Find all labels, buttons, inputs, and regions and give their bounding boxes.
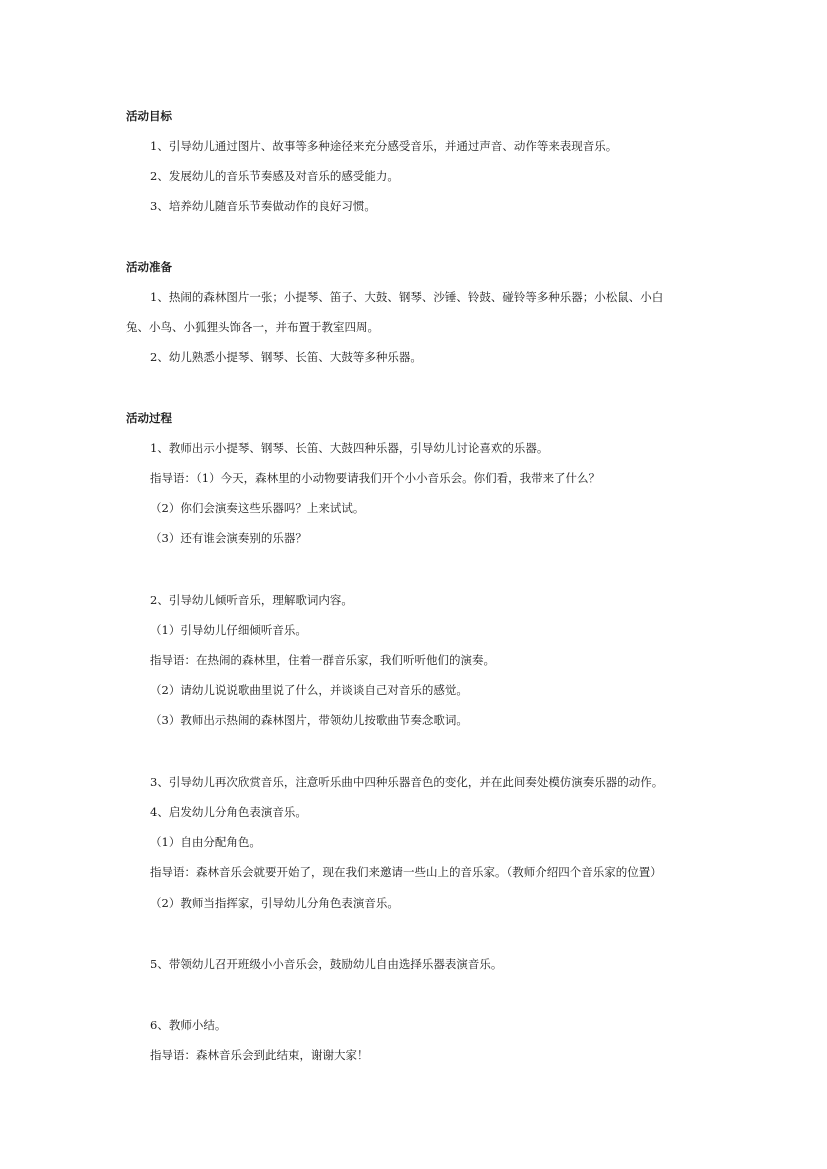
process-step-2-line: （1）引导幼儿仔细倾听音乐。 <box>150 623 307 637</box>
process-step-1-title: 1、教师出示小提琴、钢琴、长笛、大鼓四种乐器，引导幼儿讨论喜欢的乐器。 <box>150 441 549 455</box>
process-step-4-line: 指导语：森林音乐会就要开始了，现在我们来邀请一些山上的音乐家。（教师介绍四个音乐家的位置） <box>150 865 662 879</box>
process-step-4-title: 4、启发幼儿分角色表演音乐。 <box>150 805 307 819</box>
process-step-5-title: 5、带领幼儿召开班级小小音乐会，鼓励幼儿自由选择乐器表演音乐。 <box>150 957 503 971</box>
process-step-1-line: （3）还有谁会演奏别的乐器？ <box>150 531 307 545</box>
process-step-4-line: （1）自由分配角色。 <box>150 835 261 849</box>
goal-item-1: 1、引导幼儿通过图片、故事等多种途径来充分感受音乐，并通过声音、动作等来表现音乐。 <box>150 139 618 153</box>
preparation-item-1-line-2: 兔、小鸟、小狐狸头饰各一，并布置于教室四周。 <box>126 320 379 334</box>
section-heading-preparation: 活动准备 <box>126 260 172 274</box>
goal-item-3: 3、培养幼儿随音乐节奏做动作的良好习惯。 <box>150 199 376 213</box>
process-step-2-title: 2、引导幼儿倾听音乐，理解歌词内容。 <box>150 593 353 607</box>
process-step-1-line: （2）你们会演奏这些乐器吗？上来试试。 <box>150 501 365 515</box>
process-step-3-title: 3、引导幼儿再次欣赏音乐，注意听乐曲中四种乐器音色的变化，并在此间奏处模仿演奏乐器的动作。 <box>150 775 664 789</box>
process-step-6-line: 指导语：森林音乐会到此结束，谢谢大家！ <box>150 1048 369 1062</box>
process-step-1-line: 指导语：（1）今天，森林里的小动物要请我们开个小小音乐会。你们看，我带来了什么？ <box>150 471 601 485</box>
section-heading-goals: 活动目标 <box>126 109 172 123</box>
process-step-2-line: 指导语：在热闹的森林里，住着一群音乐家，我们听听他们的演奏。 <box>150 653 495 667</box>
process-step-2-line: （2）请幼儿说说歌曲里说了什么，并谈谈自己对音乐的感觉。 <box>150 683 468 697</box>
goal-item-2: 2、发展幼儿的音乐节奏感及对音乐的感受能力。 <box>150 169 399 183</box>
preparation-item-2: 2、幼儿熟悉小提琴、钢琴、长笛、大鼓等多种乐器。 <box>150 350 422 364</box>
process-step-2-line: （3）教师出示热闹的森林图片，带领幼儿按歌曲节奏念歌词。 <box>150 713 468 727</box>
process-step-6-title: 6、教师小结。 <box>150 1018 227 1032</box>
preparation-item-1-line-1: 1、热闹的森林图片一张；小提琴、笛子、大鼓、钢琴、沙锤、铃鼓、碰铃等多种乐器；小松鼠、小白 <box>150 290 664 304</box>
section-heading-process: 活动过程 <box>126 411 172 425</box>
process-step-4-line: （2）教师当指挥家，引导幼儿分角色表演音乐。 <box>150 896 399 910</box>
